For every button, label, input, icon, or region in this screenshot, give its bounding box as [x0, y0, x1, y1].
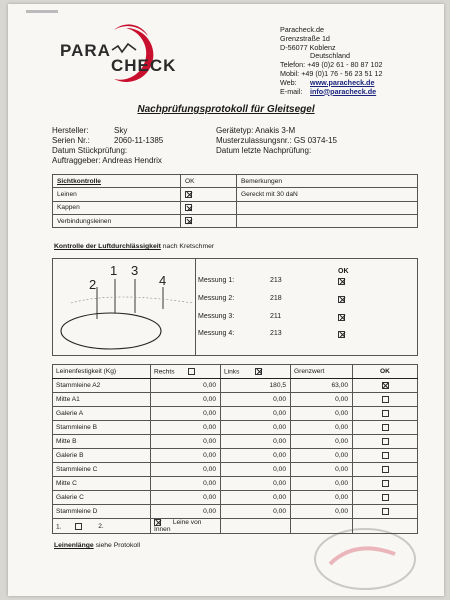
- line-label: Mitte C: [53, 477, 151, 491]
- rechts-value: 0,00: [151, 491, 221, 505]
- point-label-1: 1: [110, 263, 118, 278]
- table-footer-row: 1. 2. Leine von Innen: [53, 519, 418, 534]
- grenz-value: 0,00: [291, 449, 353, 463]
- company-city: D-56077 Koblenz: [280, 42, 336, 52]
- line-label: Galerie C: [53, 491, 151, 505]
- checkbox-ok[interactable]: [382, 452, 389, 459]
- muster-value: GS 0374-15: [293, 136, 337, 145]
- paracheck-logo: [56, 24, 196, 84]
- luft-heading: Kontrolle der Luftdurchlässigkeit nach Kretschmer: [54, 243, 215, 250]
- company-address: [280, 26, 383, 96]
- table-row: [53, 393, 418, 407]
- sichtkontrolle-table: [52, 174, 418, 228]
- table-header-row: Leinenfestigkeit (Kg) Rechts Links Grenzwert OK: [53, 365, 418, 379]
- table-row: [53, 491, 418, 505]
- luft-ok-header: OK: [338, 268, 349, 275]
- links-value: 0,00: [221, 505, 291, 519]
- company-country: Deutschland: [310, 51, 350, 61]
- checkbox-links[interactable]: [255, 368, 262, 375]
- table-row: [53, 435, 418, 449]
- line-label: Stammleine C: [53, 463, 151, 477]
- checkbox-kappen[interactable]: [185, 204, 192, 211]
- table-row: [53, 449, 418, 463]
- links-value: 0,00: [221, 491, 291, 505]
- hersteller-value: Sky: [114, 126, 128, 135]
- sicht-header: Sichtkontrolle: [53, 175, 181, 188]
- checkbox-messung-1[interactable]: [338, 278, 345, 285]
- rechts-value: 0,00: [151, 393, 221, 407]
- logo-text-para: PARA: [60, 41, 111, 60]
- sicht-ok-header: OK: [181, 175, 237, 188]
- wing-diagram: [53, 259, 195, 355]
- checkbox-rechts[interactable]: [188, 368, 195, 375]
- table-row: [53, 421, 418, 435]
- checkbox-ok[interactable]: [382, 466, 389, 473]
- rechts-value: 0,00: [151, 407, 221, 421]
- checkbox-ok[interactable]: [382, 424, 389, 431]
- messung-row: Messung 3: 211: [198, 313, 234, 320]
- company-mobile: Mobil: +49 (0)1 76 - 56 23 51 12: [280, 68, 383, 78]
- datum-stueck-label: Datum Stückprüfung:: [52, 146, 128, 155]
- leinenfestigkeit-table: [52, 364, 418, 534]
- checkbox-footer-1[interactable]: [75, 523, 82, 530]
- messung-row: Messung 2: 218: [198, 295, 234, 302]
- company-web: Web: www.paracheck.de: [280, 77, 375, 87]
- grenz-value: 0,00: [291, 393, 353, 407]
- links-value: 0,00: [221, 407, 291, 421]
- rechts-value: 0,00: [151, 449, 221, 463]
- company-street: Grenzstraße 1d: [280, 33, 330, 43]
- rechts-value: 0,00: [151, 379, 221, 393]
- datum-letzte-label: Datum letzte Nachprüfung:: [216, 146, 312, 155]
- checkbox-messung-3[interactable]: [338, 314, 345, 321]
- links-value: 180,5: [221, 379, 291, 393]
- luft-divider: [195, 259, 196, 355]
- faded-stamp: [310, 524, 420, 594]
- point-label-4: 4: [159, 273, 167, 288]
- sicht-bemerkungen-header: Bemerkungen: [237, 175, 418, 188]
- line-label: Mitte A1: [53, 393, 151, 407]
- company-phone: Telefon: +49 (0)2 61 - 80 87 102: [280, 60, 383, 70]
- grenz-value: 0,00: [291, 491, 353, 505]
- rechts-value: 0,00: [151, 505, 221, 519]
- protocol-sheet: [8, 4, 444, 596]
- line-label: Galerie A: [53, 407, 151, 421]
- checkbox-verbindungsleinen[interactable]: [185, 217, 192, 224]
- grenz-value: 0,00: [291, 477, 353, 491]
- rechts-value: 0,00: [151, 463, 221, 477]
- links-value: 0,00: [221, 449, 291, 463]
- paper-tab-mark: [26, 10, 58, 13]
- geraetetyp-value: Anakis 3-M: [255, 126, 296, 135]
- point-label-2: 2: [89, 277, 97, 292]
- messung-row: Messung 1: 213: [198, 277, 234, 284]
- checkbox-ok[interactable]: [382, 480, 389, 487]
- grenz-value: 0,00: [291, 463, 353, 477]
- checkbox-ok[interactable]: [382, 396, 389, 403]
- table-row: [53, 463, 418, 477]
- table-row: Verbindungsleinen: [53, 214, 418, 227]
- checkbox-footer-2[interactable]: [154, 519, 161, 526]
- meta-right: Gerätetyp: Anakis 3-M Musterzulassungsnr.: GS 0374-15 Datum letzte Nachprüfung:: [216, 126, 337, 155]
- checkbox-ok[interactable]: [382, 410, 389, 417]
- links-value: 0,00: [221, 435, 291, 449]
- rechts-value: 0,00: [151, 477, 221, 491]
- company-email: E-mail: info@paracheck.de: [280, 86, 377, 96]
- line-label: Stammleine B: [53, 421, 151, 435]
- table-row: [53, 407, 418, 421]
- table-row: Kappen: [53, 201, 418, 214]
- logo-text-check: CHECK: [111, 56, 177, 75]
- links-value: 0,00: [221, 393, 291, 407]
- line-label: Mitte B: [53, 435, 151, 449]
- email-link[interactable]: info@paracheck.de: [310, 86, 377, 96]
- meta-left: Hersteller: Sky Serien Nr.: 2060-11-1385 Datum Stückprüfung: Auftraggeber: Andreas Hendrix: [52, 126, 164, 165]
- serien-value: 2060-11-1385: [114, 136, 164, 145]
- grenz-value: 63,00: [291, 379, 353, 393]
- luft-box: [52, 258, 418, 356]
- grenz-value: 0,00: [291, 435, 353, 449]
- grenz-value: 0,00: [291, 407, 353, 421]
- company-name: Paracheck.de: [280, 25, 324, 34]
- web-link[interactable]: www.paracheck.de: [310, 77, 375, 87]
- checkbox-messung-2[interactable]: [338, 296, 345, 303]
- rechts-value: 0,00: [151, 435, 221, 449]
- checkbox-leinen[interactable]: [185, 191, 192, 198]
- links-value: 0,00: [221, 463, 291, 477]
- auftraggeber-value: Andreas Hendrix: [102, 156, 162, 165]
- line-label: Stammleine A2: [53, 379, 151, 393]
- table-row: [53, 477, 418, 491]
- table-row: Leinen Gereckt mit 30 daN: [53, 188, 418, 201]
- rechts-value: 0,00: [151, 421, 221, 435]
- leinenlaenge-note: Leinenlänge siehe Protokoll: [54, 542, 141, 549]
- table-row: [53, 505, 418, 519]
- line-label: Galerie B: [53, 449, 151, 463]
- grenz-value: 0,00: [291, 421, 353, 435]
- grenz-value: 0,00: [291, 505, 353, 519]
- page-title: Nachprüfungsprotokoll für Gleitsegel: [137, 104, 315, 115]
- links-value: 0,00: [221, 421, 291, 435]
- links-value: 0,00: [221, 477, 291, 491]
- checkbox-ok[interactable]: [382, 494, 389, 501]
- checkbox-ok[interactable]: [382, 382, 389, 389]
- messung-row: Messung 4: 213: [198, 330, 234, 337]
- line-label: Stammleine D: [53, 505, 151, 519]
- checkbox-messung-4[interactable]: [338, 331, 345, 338]
- checkbox-ok[interactable]: [382, 508, 389, 515]
- checkbox-ok[interactable]: [382, 438, 389, 445]
- table-row: [53, 379, 418, 393]
- point-label-3: 3: [131, 263, 139, 278]
